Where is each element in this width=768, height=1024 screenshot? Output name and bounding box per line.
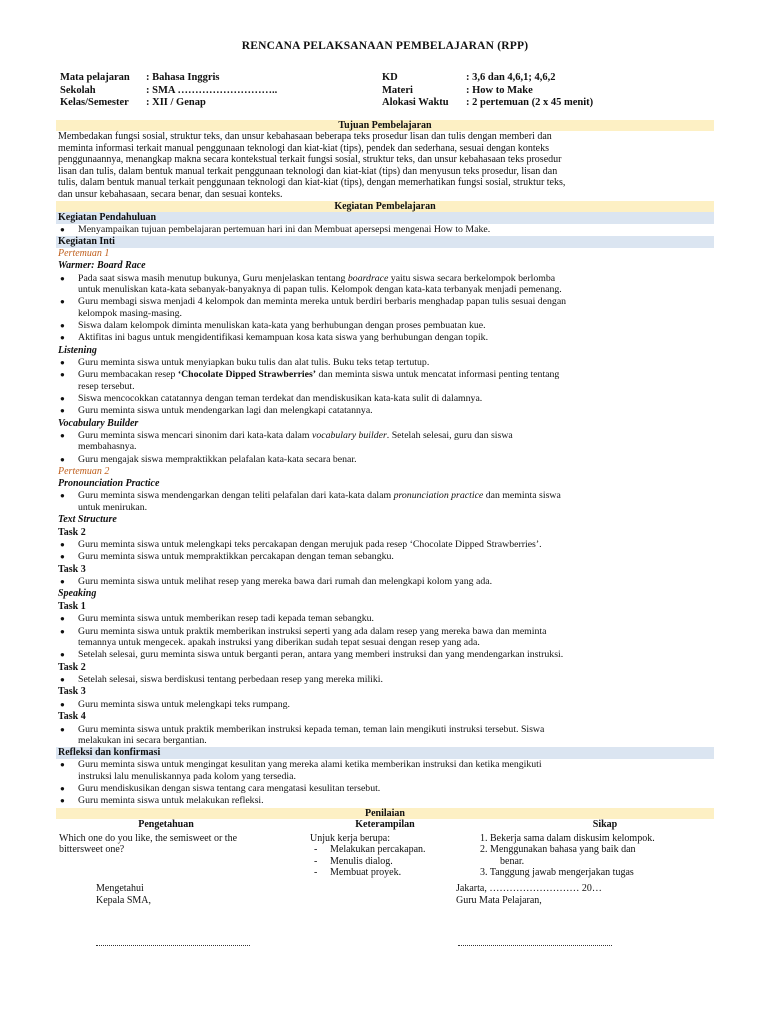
vocab-heading: Vocabulary Builder	[58, 417, 139, 429]
item-text: Setelah selesai, guru meminta siswa untuk berganti peran, antara yang memberi instruksi dan yang mendengarkan instruksi.	[78, 649, 564, 661]
bullet-icon: ●	[60, 796, 65, 806]
task-label: Task 2	[58, 661, 86, 673]
ts-task2-list	[56, 539, 714, 563]
sikap-text: 1. Bekerja sama dalam diskusim kelompok. 2. Menggunakan bahasa yang baik dan benar. 3. Tanggung jawab mengerjakan tugas	[480, 832, 655, 878]
list-item	[56, 626, 714, 649]
speaking-task2-list	[56, 674, 714, 685]
signature-line-right	[458, 945, 612, 946]
item-text: Guru membacakan resep	[78, 369, 178, 381]
refleksi-heading: Refleksi dan konfirmasi	[56, 747, 714, 759]
item-text: Siswa dalam kelompok diminta menuliskan kata-kata yang berhubungan dengan proses pembuatan kue.	[78, 319, 486, 331]
item-text: instruksi lalu menuliskannya pada kolom yang tersedia.	[78, 770, 296, 782]
item-text: Guru meminta siswa mendengarkan dengan teliti pelafalan dari kata-kata dalam	[78, 490, 394, 502]
identity-right	[382, 72, 593, 110]
list-item	[56, 296, 714, 319]
bullet-icon: ●	[60, 370, 65, 380]
bullet-icon: ●	[60, 614, 65, 624]
tujuan-text	[56, 131, 714, 200]
bullet-icon: ●	[60, 552, 65, 562]
item-text: Guru meminta siswa untuk praktik memberikan instruksi seperti yang ada dalam resep yang mereka bawa dan meminta	[78, 625, 547, 637]
inti-heading: Kegiatan Inti	[56, 236, 714, 248]
emphasis-text: pronunciation practice	[393, 490, 484, 502]
pendahuluan-heading: Kegiatan Pendahuluan	[56, 212, 714, 224]
item-text: untuk menuliskan kata-kata sebanyak-banyaknya di papan tulis. Kelompok dengan kata-kata terbanyak menjadi pemenang.	[78, 284, 562, 296]
identity-left	[60, 72, 277, 110]
identity-block	[56, 72, 714, 112]
tujuan-line: tulis, dalam bentuk manual terkait penggunaan teknologi dan kiat-kiat (tips), dengan memerhatikan fungsi sosial, struktur teks,	[58, 177, 566, 188]
sign-left-1: Mengetahui	[96, 882, 144, 894]
item-text: Siswa mencocokkan catatannya dengan teman terdekat dan mendiskusikan kata-kata sulit di dalamnya.	[78, 392, 483, 404]
bullet-icon: ●	[60, 431, 65, 441]
bullet-icon: ●	[60, 333, 65, 343]
keterampilan-item: - Menulis dialog.	[314, 855, 393, 867]
item-text: Guru meminta siswa untuk mendengarkan lagi dan melengkapi catatannya.	[78, 405, 373, 417]
bullet-icon: ●	[60, 358, 65, 368]
warmer-list	[56, 273, 714, 344]
list-item	[56, 320, 714, 331]
info-row	[60, 97, 277, 110]
keterampilan-item: - Membuat proyek.	[314, 867, 402, 878]
item-text: Guru membagi siswa menjadi 4 kelompok dan meminta mereka untuk berdiri berbaris menghadap papan tulis sesuai dengan	[78, 296, 567, 308]
task-label: Task 1	[58, 600, 86, 612]
rpp-document	[56, 40, 714, 929]
bullet-icon: ●	[60, 225, 65, 234]
tujuan-line: penggunaannya, menangkap makna secara kontekstual terkait fungsi sosial, struktur teks, dan unsur kebahasaan teks prosedur	[58, 154, 562, 165]
list-item	[56, 332, 714, 343]
list-item: ● Guru meminta siswa untuk mempraktikkan percakapan dengan teman sebangku.	[60, 551, 394, 563]
item-text: resep tersebut.	[78, 380, 135, 392]
speaking-heading: Speaking	[58, 588, 97, 600]
bullet-icon: ●	[60, 393, 65, 403]
tujuan-section	[56, 120, 714, 200]
item-text: Guru meminta siswa untuk melakukan refleksi.	[78, 795, 264, 807]
text-structure-heading: Text Structure	[58, 514, 117, 526]
info-row	[382, 72, 593, 85]
bullet-icon: ●	[60, 577, 65, 587]
list-item	[56, 393, 714, 404]
sign-right-2: Guru Mata Pelajaran,	[456, 894, 542, 906]
item-text: dan meminta siswa untuk mencatat informasi penting tentang	[316, 369, 560, 381]
info-value: : SMA ………………………..	[146, 84, 278, 96]
task-label: Task 3	[58, 563, 86, 575]
list-item: ● Menyampaikan tujuan pembelajaran pertemuan hari ini dan Membuat apersepsi mengenai How to Make.	[60, 224, 491, 235]
info-row	[382, 97, 593, 110]
bullet-icon: ●	[60, 297, 65, 307]
kegiatan-heading: Kegiatan Pembelajaran	[56, 201, 714, 212]
bullet-icon: ●	[60, 724, 65, 734]
list-item	[56, 369, 714, 392]
warmer-heading: Warmer: Board Race	[58, 260, 146, 272]
keterampilan-text: Unjuk kerja berupa: - Melakukan percakapan. - Menulis dialog. - Membuat proyek.	[310, 833, 500, 879]
speaking-task3-list	[56, 699, 714, 710]
signature-line-left	[96, 945, 250, 946]
info-label: Sekolah	[60, 84, 96, 96]
list-item	[56, 273, 714, 296]
item-text: Pada saat siswa masih menutup bukunya, Guru menjelaskan tentang	[78, 272, 348, 284]
item-text: Guru meminta siswa untuk menyiapkan buku tulis dan alat tulis. Buku teks tetap tertutup.	[78, 357, 430, 369]
kegiatan-section	[56, 201, 714, 807]
task-label: Task 4	[58, 711, 86, 723]
penilaian-grid	[56, 819, 714, 929]
info-value: : XII / Genap	[146, 97, 206, 108]
speaking-task4-list	[56, 724, 714, 747]
bullet-icon: ●	[60, 273, 65, 283]
bullet-icon: ●	[60, 454, 65, 464]
item-text: dan meminta siswa	[483, 490, 561, 502]
info-row	[382, 85, 593, 98]
bullet-icon: ●	[60, 540, 65, 550]
info-value: : 3,6 dan 4,6,1; 4,6,2	[466, 72, 556, 83]
list-item	[56, 357, 714, 368]
pengetahuan-text: Which one do you like, the semisweet or the bittersweet one?	[59, 832, 238, 855]
pengetahuan-heading: Pengetahuan	[138, 818, 194, 830]
info-label: Materi	[382, 84, 413, 96]
item-text: Guru mengajak siswa mempraktikkan pelafalan kata-kata secara benar.	[78, 453, 357, 465]
tujuan-line: dan unsur kebahasaan, secara benar, dan sesuai konteks.	[58, 188, 283, 200]
list-item	[56, 783, 714, 794]
list-item	[56, 699, 714, 710]
keterampilan-item: - Melakukan percakapan.	[314, 844, 426, 855]
item-text: membahasnya.	[78, 441, 137, 453]
item-text: melakukan ini secara bergantian.	[78, 735, 207, 747]
item-text: Guru mendiskusikan dengan siswa tentang cara mengatasi kesulitan tersebut.	[78, 782, 381, 794]
item-text: kelompok masing-masing.	[78, 307, 182, 319]
info-label: Alokasi Waktu	[382, 97, 449, 108]
item-text: . Setelah selesai, guru dan siswa	[386, 430, 513, 442]
listening-list	[56, 357, 714, 416]
item-text: temannya untuk mengecek. apakah instruksi yang diberikan sudah tepat sesuai dengan resep yang ada.	[78, 637, 480, 649]
pronunciation-list	[56, 490, 714, 513]
list-item	[56, 724, 714, 747]
list-item	[56, 795, 714, 806]
listening-heading: Listening	[58, 344, 97, 356]
emphasis-text: vocabulary builder	[311, 430, 387, 442]
bullet-icon: ●	[60, 320, 65, 330]
item-text: Guru meminta siswa untuk mengingat kesulitan yang mereka alami ketika memberikan instruksi dan ketika mengikuti	[78, 759, 542, 771]
info-label: Mata pelajaran	[60, 72, 130, 83]
info-label: KD	[382, 72, 398, 83]
bullet-icon: ●	[60, 675, 65, 685]
list-item	[56, 430, 714, 453]
item-text: Guru meminta siswa mencari sinonim dari kata-kata dalam	[78, 430, 312, 442]
item-text: yaitu siswa secara berkelompok berlomba	[388, 272, 556, 284]
pendahuluan-list	[56, 224, 714, 235]
info-value: : How to Make	[466, 84, 533, 96]
list-item	[56, 759, 714, 782]
info-value: : 2 pertemuan (2 x 45 menit)	[466, 97, 594, 108]
sign-right-1: Jakarta, ……………………… 20…	[456, 882, 602, 894]
pronunciation-heading: Pronounciation Practice	[58, 477, 160, 489]
bullet-icon: ●	[60, 406, 65, 416]
bullet-icon: ●	[60, 699, 65, 709]
ts-task3-list	[56, 576, 714, 587]
list-item	[56, 454, 714, 465]
vocab-list	[56, 430, 714, 465]
sikap-heading: Sikap	[592, 818, 618, 830]
tujuan-line: Membedakan fungsi sosial, struktur teks, dan unsur kebahasaan beberapa teks prosedur lisan dan tulis dengan memberi dan	[58, 131, 552, 142]
penilaian-section	[56, 808, 714, 929]
bullet-icon: ●	[60, 626, 65, 636]
document-title: RENCANA PELAKSANAAN PEMBELAJARAN (RPP)	[241, 40, 529, 52]
list-item: ● Guru meminta siswa untuk melihat resep yang mereka bawa dari rumah dan melengkapi kolom yang ada.	[60, 576, 493, 588]
task-label: Task 3	[58, 686, 86, 698]
refleksi-list	[56, 759, 714, 806]
bullet-icon: ●	[60, 760, 65, 770]
info-label: Kelas/Semester	[60, 97, 129, 108]
tujuan-line: meminta informasi terkait manual penggunaan teknologi dan kiat-kiat (tips), pendek dan sederhana, sesuai dengan konteks	[58, 142, 549, 154]
emphasis-text: ‘Chocolate Dipped Strawberries’	[177, 369, 317, 381]
tujuan-heading: Tujuan Pembelajaran	[56, 120, 714, 131]
bullet-icon: ●	[60, 650, 65, 660]
pertemuan-2-label: Pertemuan 2	[58, 465, 110, 477]
item-text: Guru meminta siswa untuk melengkapi teks rumpang.	[78, 698, 290, 710]
list-item	[56, 649, 714, 660]
item-text: Setelah selesai, siswa berdiskusi tentang perbedaan resep yang mereka miliki.	[78, 674, 383, 686]
keterampilan-heading: Keterampilan	[355, 818, 415, 830]
info-value: : Bahasa Inggris	[146, 72, 220, 83]
bullet-icon: ●	[60, 783, 65, 793]
sign-left-2: Kepala SMA,	[96, 894, 151, 906]
pertemuan-1-label: Pertemuan 1	[58, 248, 110, 260]
list-item	[56, 490, 714, 513]
list-item	[56, 613, 714, 624]
item-text: untuk menirukan.	[78, 501, 148, 513]
penilaian-heading: Penilaian	[56, 808, 714, 819]
item-text: Guru meminta siswa untuk memberikan resep tadi kepada teman sebangku.	[78, 613, 374, 625]
item-text: Aktifitas ini bagus untuk mengidentifikasi kemampuan kosa kata siswa yang berhubungan dengan topik.	[78, 332, 489, 344]
emphasis-text: boardrace	[347, 272, 389, 284]
item-text: Guru meminta siswa untuk praktik memberikan instruksi kepada teman, teman lain mengikuti instruksi tersebut. Siswa	[78, 723, 545, 735]
bullet-icon: ●	[60, 491, 65, 501]
info-row	[60, 72, 277, 85]
info-row	[60, 85, 277, 98]
task-label: Task 2	[58, 526, 86, 538]
list-item	[56, 405, 714, 416]
tujuan-line: lisan dan tulis, dalam bentuk manual terkait penggunaan teknologi dan kiat-kiat (tips) dan menyusun teks prosedur, lisan dan	[58, 165, 558, 177]
list-item	[56, 674, 714, 685]
list-item: ● Guru meminta siswa untuk melengkapi teks percakapan dengan merujuk pada resep ‘Chocolate Dipped Strawberries’.	[60, 539, 542, 551]
speaking-task1-list	[56, 613, 714, 660]
